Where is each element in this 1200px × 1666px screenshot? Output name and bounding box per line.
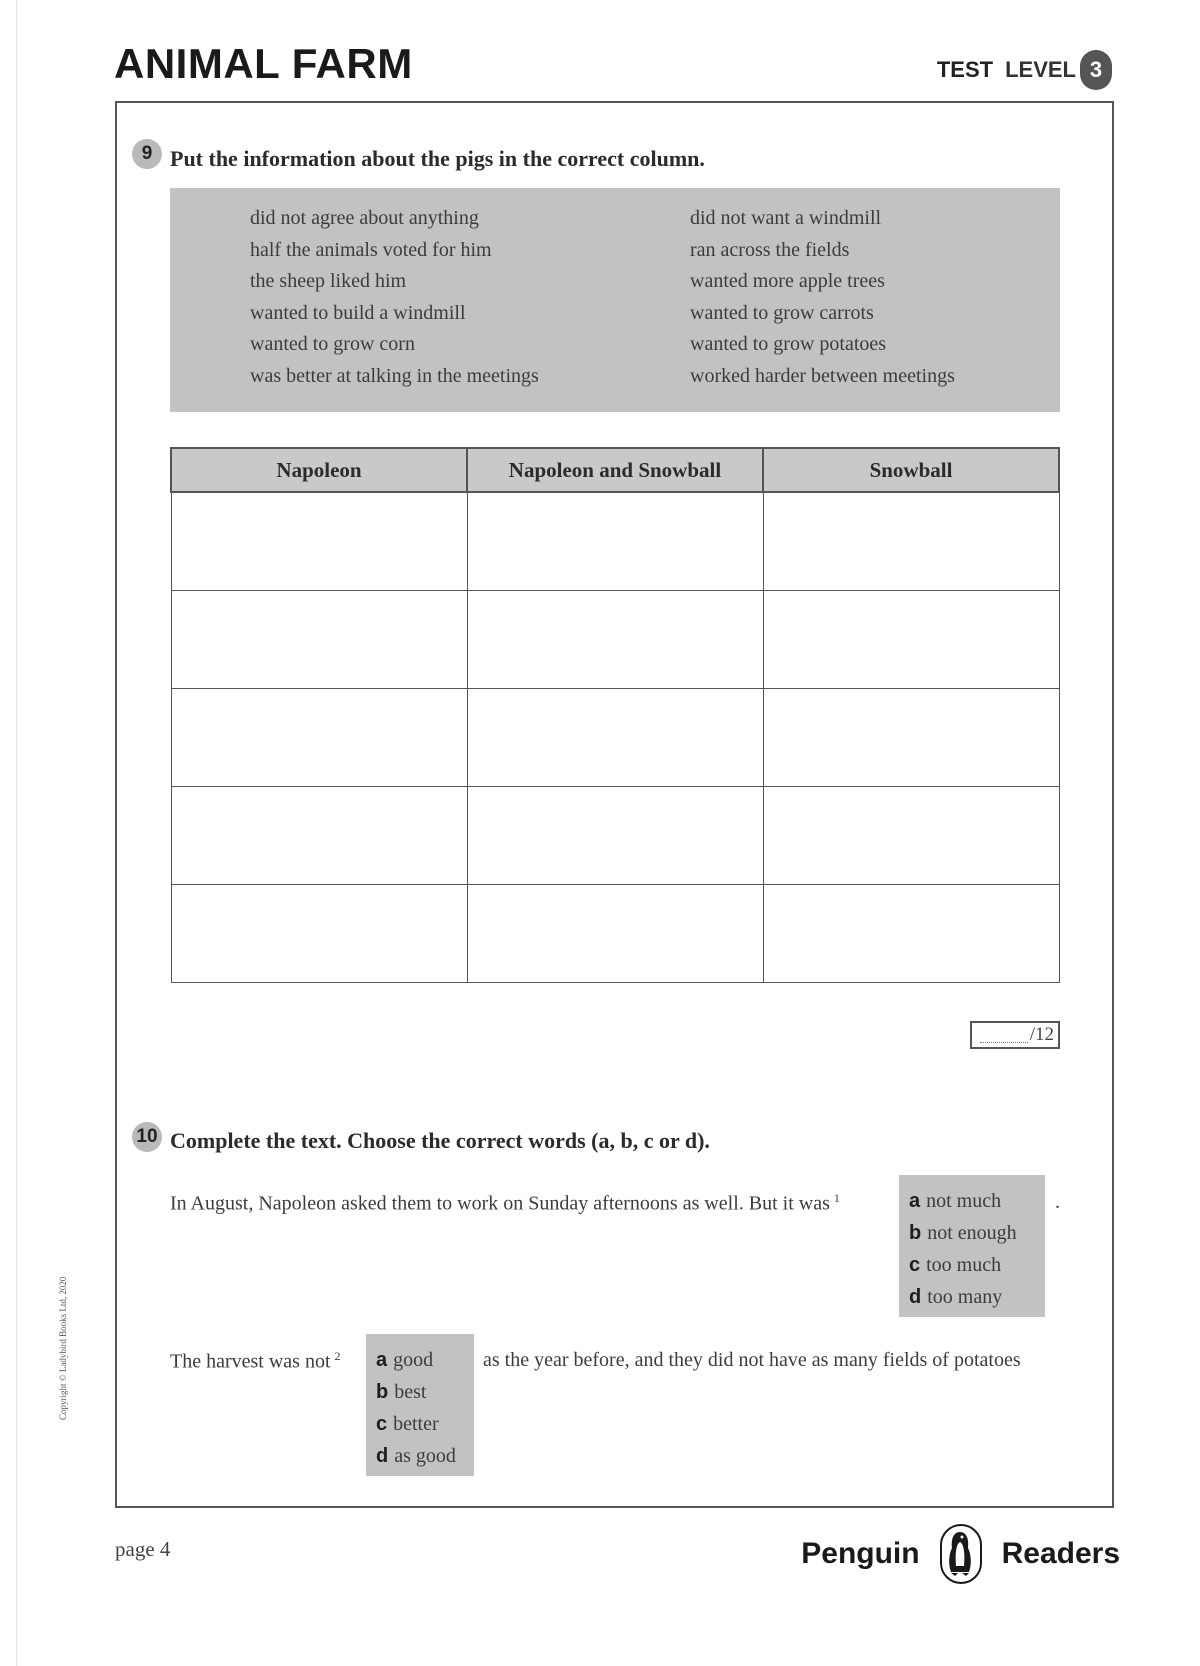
question-9-instruction: Put the information about the pigs in the correct column. bbox=[170, 146, 705, 171]
gap-1-options bbox=[899, 1175, 1045, 1317]
answer-cell[interactable] bbox=[763, 492, 1059, 591]
answer-cell[interactable] bbox=[467, 885, 763, 983]
word-item: the sheep liked him bbox=[250, 270, 407, 292]
brand-logo bbox=[801, 1524, 1120, 1584]
answer-cell[interactable] bbox=[763, 787, 1059, 885]
word-item: worked harder between meetings bbox=[690, 364, 955, 387]
brand-left-text: Penguin bbox=[801, 1537, 920, 1570]
score-box[interactable] bbox=[970, 1021, 1060, 1049]
word-list-left bbox=[250, 203, 539, 392]
answer-cell[interactable] bbox=[171, 492, 467, 591]
word-item: wanted to build a windmill bbox=[250, 301, 466, 324]
table-row bbox=[171, 492, 1059, 591]
table-header-row bbox=[171, 448, 1059, 492]
option-item[interactable]: d too many bbox=[909, 1286, 1003, 1308]
question-10-number: 10 bbox=[132, 1122, 162, 1152]
penguin-icon-svg bbox=[942, 1526, 979, 1581]
sentence-2-text: The harvest was not bbox=[170, 1350, 331, 1373]
option-item[interactable]: c better bbox=[376, 1413, 439, 1435]
sentence-1-text: In August, Napoleon asked them to work on Sunday afternoons as well. But it was bbox=[170, 1192, 830, 1215]
option-item[interactable]: b best bbox=[376, 1381, 427, 1403]
option-item[interactable]: a not much bbox=[909, 1190, 1002, 1212]
answer-cell[interactable] bbox=[763, 885, 1059, 983]
word-item: wanted more apple trees bbox=[690, 270, 885, 292]
brand-right-text: Readers bbox=[1001, 1537, 1120, 1570]
answer-cell[interactable] bbox=[763, 591, 1059, 689]
word-item: did not want a windmill bbox=[690, 207, 882, 229]
column-header-napoleon: Napoleon bbox=[171, 448, 467, 492]
word-item: wanted to grow potatoes bbox=[690, 333, 887, 355]
sentence-1-end: . bbox=[1055, 1191, 1060, 1213]
table-row bbox=[171, 591, 1059, 689]
page-title: ANIMAL FARM bbox=[114, 40, 413, 87]
answer-cell[interactable] bbox=[171, 689, 467, 787]
answer-cell[interactable] bbox=[467, 492, 763, 591]
answer-cell[interactable] bbox=[171, 591, 467, 689]
gap-1-number: 1 bbox=[833, 1191, 840, 1205]
copyright-notice: Copyright © Ladybird Books Ltd, 2020 bbox=[58, 1276, 68, 1420]
gap-2-number: 2 bbox=[334, 1349, 341, 1363]
word-item: did not agree about anything bbox=[250, 207, 479, 229]
option-item[interactable]: a good bbox=[376, 1349, 434, 1371]
option-item[interactable]: b not enough bbox=[909, 1222, 1017, 1244]
answer-cell[interactable] bbox=[171, 885, 467, 983]
answer-cell[interactable] bbox=[467, 591, 763, 689]
sentence-2-start bbox=[170, 1349, 341, 1374]
answer-cell[interactable] bbox=[467, 689, 763, 787]
word-box bbox=[170, 188, 1060, 412]
word-item: ran across the fields bbox=[690, 238, 850, 261]
question-10-instruction: Complete the text. Choose the correct words (a, b, c or d). bbox=[170, 1128, 710, 1153]
word-item: wanted to grow corn bbox=[250, 333, 415, 355]
sentence-2-end: as the year before, and they did not have as many fields of potatoes bbox=[483, 1349, 1021, 1371]
word-item: wanted to grow carrots bbox=[690, 301, 874, 324]
answer-cell[interactable] bbox=[171, 787, 467, 885]
gap-2-options bbox=[366, 1334, 474, 1476]
level-badge: 3 bbox=[1080, 50, 1112, 90]
word-list-right bbox=[690, 203, 955, 392]
word-item: half the animals voted for him bbox=[250, 238, 492, 261]
option-item[interactable]: c too much bbox=[909, 1254, 1002, 1276]
column-header-both: Napoleon and Snowball bbox=[467, 448, 763, 492]
pigs-table bbox=[170, 447, 1060, 983]
page-number: page 4 bbox=[115, 1537, 171, 1561]
answer-cell[interactable] bbox=[763, 689, 1059, 787]
table-row bbox=[171, 885, 1059, 983]
column-header-snowball: Snowball bbox=[763, 448, 1059, 492]
score-total: /12 bbox=[1029, 1024, 1054, 1045]
penguin-icon bbox=[940, 1524, 982, 1584]
option-item[interactable]: d as good bbox=[376, 1445, 456, 1467]
level-label: LEVEL bbox=[1005, 57, 1076, 82]
sentence-1 bbox=[170, 1191, 840, 1216]
word-item: was better at talking in the meetings bbox=[250, 364, 539, 387]
score-blank bbox=[980, 1028, 1028, 1043]
test-level-label bbox=[937, 50, 1112, 90]
answer-cell[interactable] bbox=[467, 787, 763, 885]
table-row bbox=[171, 689, 1059, 787]
test-label: TEST bbox=[936, 57, 994, 82]
table-row bbox=[171, 787, 1059, 885]
question-9-number: 9 bbox=[132, 139, 162, 169]
